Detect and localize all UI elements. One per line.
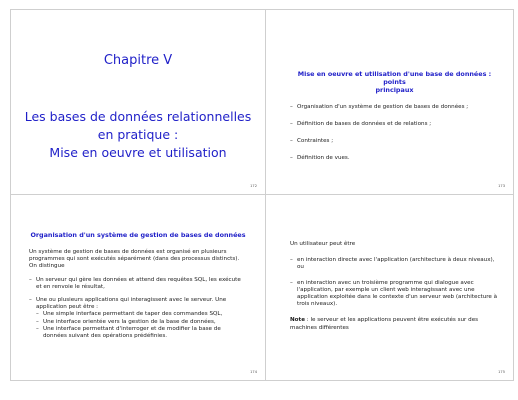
slide-body (290, 241, 503, 338)
slide-dbms-organisation (11, 195, 265, 380)
list-item: – Un serveur qui gère les données et attend des requêtes SQL, les exécute et en renvoie le résultat, (29, 277, 255, 291)
slide-title (286, 70, 503, 94)
slide-title: Organisation d'un système de gestion de bases de données (30, 231, 246, 239)
list-item: – Définition de vues. (290, 155, 505, 161)
intro-paragraph: Un utilisateur peut être (290, 241, 356, 247)
list-item: – Contraintes ; (290, 138, 505, 144)
slide-body (29, 249, 255, 346)
chapter-title (17, 108, 259, 162)
sub-item: – Une interface permettant d'interroger et de modifier la base de données suivant des opérations prédéfinies. (36, 326, 255, 340)
list-item: – Définition de bases de données et de relations ; (290, 121, 505, 127)
points-list (290, 104, 505, 172)
chapter-title-line: en pratique : (97, 127, 179, 142)
slide-user-architecture (266, 195, 513, 380)
list-item: – Organisation d'un système de gestion de bases de données ; (290, 104, 505, 110)
note-paragraph: Note : le serveur et les applications peuvent être exécutés sur des machines différentes (290, 317, 479, 331)
page-number: 173 (498, 184, 505, 188)
slide-title-line: principaux (375, 86, 414, 94)
slide-title-line: Mise en oeuvre et utilisation d'une base de données : points (297, 70, 492, 86)
page-number: 174 (250, 370, 257, 374)
sub-item: – Une simple interface permettant de taper des commandes SQL, (36, 311, 255, 318)
chapter-title-line: Les bases de données relationnelles (24, 109, 252, 124)
chapter-title-line: Mise en oeuvre et utilisation (49, 145, 227, 160)
list-item: – Une ou plusieurs applications qui interagissent avec le serveur. Une application peut être : – Une simple interface permettant de taper des commandes SQL, – Une interface orientée vers la gestion de la base de données, – Une interface permettant d'interroger et de modifier la base de données suivant des opérations prédéfinies. (29, 297, 255, 340)
page-number: 175 (498, 370, 505, 374)
list-item: – en interaction directe avec l'application (architecture à deux niveaux), ou (290, 257, 503, 271)
intro-paragraph: Un système de gestion de bases de données est organisé en plusieurs programmes qui sont exécutés séparément (dans des processus distincts). On distingue (29, 249, 240, 270)
slide-chapter-title (11, 10, 265, 194)
list-item: – en interaction avec un troisième programme qui dialogue avec l'application, par exemple un client web interagissant avec une application exploitée dans le contexte d'un serveur web (architecture à trois niveaux). (290, 280, 503, 309)
sub-item: – Une interface orientée vers la gestion de la base de données, (36, 319, 255, 326)
slide-main-points (266, 10, 513, 194)
page-number: 172 (250, 184, 257, 188)
note-label: Note (290, 317, 305, 324)
chapter-label: Chapitre V (103, 53, 173, 68)
